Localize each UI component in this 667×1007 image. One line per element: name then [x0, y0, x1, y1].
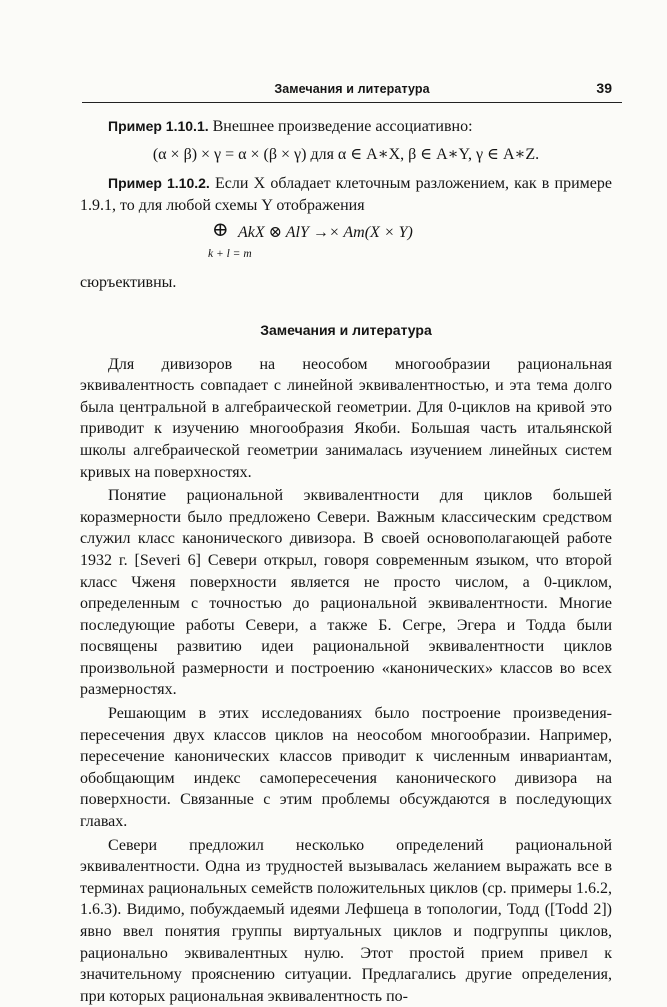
direct-sum-symbol: ⊕ [212, 219, 229, 242]
example-2-statement [80, 173, 612, 216]
example-2-text: Если X обладает клеточным разложением, как в примере 1.9.1, то для любой схемы Y отображения [80, 175, 612, 214]
example-2-label: Пример 1.10.2. [108, 175, 210, 192]
example-1-formula: (α × β) × γ = α × (β × γ) для α ∈ A∗X, β ∈ A∗Y, γ ∈ A∗Z. [152, 145, 540, 163]
paragraph-2: Понятие рациональной эквивалентности для циклов большей коразмерности было предложено Севери. Важным классическим средством служил класс канонического дивизора. В своей основополагающей работе 1932 г. [Severi 6] Севери открыл, говоря современным языком, что второй класс Чженя поверхности является не просто числом, а 0-циклом, определенным с точностью до рациональной эквивалентности. Многие последующие работы Севери, а также Б. Сегре, Эгера и Тодда были посвящены развитию идеи рациональной эквивалентности циклов произвольной размерности и построению «канонических» классов во всех размерностях. [80, 487, 612, 699]
paragraph-3: Решающим в этих исследованиях было построение произведения-пересечения двух классов циклов на неособом многообразии. Например, пересечение канонических классов приводит к численным инвариантам, обобщающим индекс самопересечения канонического дивизора на поверхности. Связанные с этим проблемы обсуждаются в последующих главах. [80, 705, 612, 831]
section-title: Замечания и литература [260, 321, 432, 338]
paragraph-4: Севери предложил несколько определений рациональной эквивалентности. Одна из трудностей вызывалась желанием выражать все в терминах рациональных семейств положительных циклов (ср. примеры 1.6.2, 1.6.3). Видимо, побуждаемый идеями Лефшеца в топологии, Тодд ([Todd 2]) явно ввел понятия группы виртуальных циклов и подгруппы циклов, рационально эквивалентных нулю. Этот простой прием привел к значительному прояснению ситуации. Предлагались другие определения, при которых рациональная эквивалентность по- [80, 836, 612, 1005]
page-number: 39 [596, 80, 612, 96]
example-2-formula [80, 218, 612, 272]
example-1-text: Внешнее произведение ассоциативно: [208, 118, 473, 135]
example-1-label: Пример 1.10.1. [108, 118, 209, 134]
paragraph-1: Для дивизоров на неособом многообразии рациональная эквивалентность совпадает с линейной эквивалентностью, и эта тема долго была центральной в алгебраической геометрии. Для 0-циклов на кривой это приводит к изучению многообразия Якоби. Большая часть итальянской школы алгебраической геометрии занималась изучением линейных систем кривых на поверхностях. [80, 355, 612, 481]
running-header-title: Замечания и литература [274, 82, 430, 96]
example-2-formula-main: AkX ⊗ AlY →× Am(X × Y) [238, 224, 413, 242]
example-2-conclusion: сюръективны. [80, 274, 177, 292]
page-body [80, 116, 612, 1007]
direct-sum-index: k + l = m [208, 248, 252, 261]
example-1-statement [80, 116, 612, 138]
running-header [82, 72, 622, 103]
